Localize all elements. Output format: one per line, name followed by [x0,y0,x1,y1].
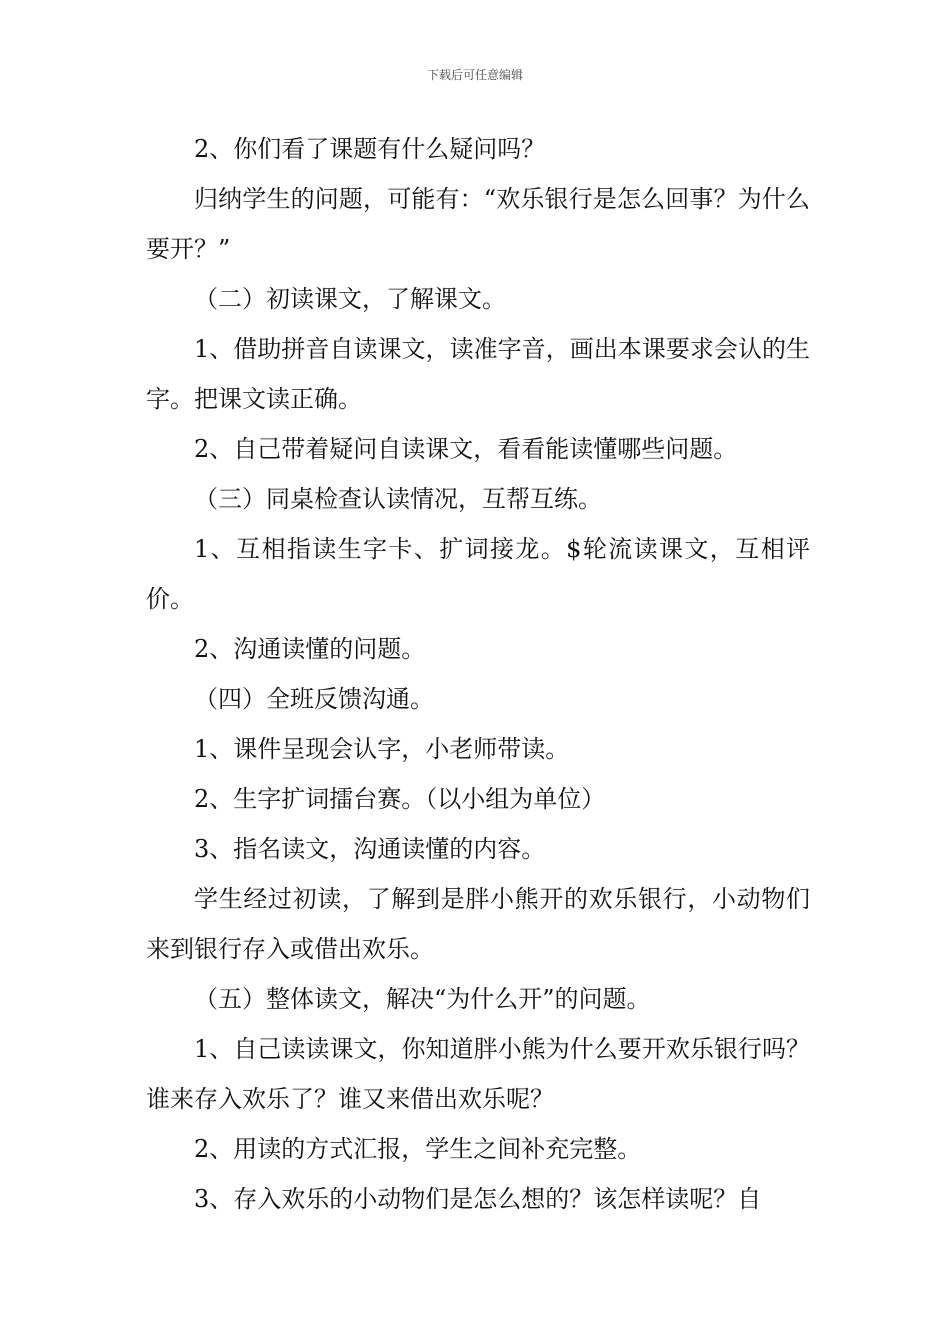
paragraph: 归纳学生的问题，可能有：“欢乐银行是怎么回事？为什么要开？” [146,185,810,263]
paragraph: （五）整体读文，解决“为什么开”的问题。 [194,985,651,1013]
paragraph: 1、课件呈现会认字，小老师带读。 [194,735,570,763]
paragraph: 2、沟通读懂的问题。 [194,635,426,663]
paragraph: 3、存入欢乐的小动物们是怎么想的？该怎样读呢？自 [194,1185,762,1213]
paragraph: 3、指名读文，沟通读懂的内容。 [194,835,546,863]
paragraph: 学生经过初读，了解到是胖小熊开的欢乐银行，小动物们来到银行存入或借出欢乐。 [146,885,810,963]
paragraph: 2、自己带着疑问自读课文，看看能读懂哪些问题。 [194,435,738,463]
header-note: 下载后可任意编辑 [426,68,523,82]
paragraph: （二）初读课文，了解课文。 [194,285,506,313]
paragraph: 1、自己读读课文，你知道胖小熊为什么要开欢乐银行吗？谁来存入欢乐了？谁又来借出欢乐呢？ [146,1035,810,1113]
paragraph: （四）全班反馈沟通。 [194,685,434,713]
paragraph: 2、你们看了课题有什么疑问吗？ [194,135,546,163]
paragraph: 2、用读的方式汇报，学生之间补充完整。 [194,1135,642,1163]
paragraph: 1、互相指读生字卡、扩词接龙。$轮流读课文，互相评价。 [146,535,810,613]
paragraph: （三）同桌检查认读情况，互帮互练。 [194,485,602,513]
document-body [146,124,810,1224]
paragraph: 1、借助拼音自读课文，读准字音，画出本课要求会认的生字。把课文读正确。 [146,335,810,413]
paragraph: 2、生字扩词擂台赛。（以小组为单位） [194,785,606,813]
